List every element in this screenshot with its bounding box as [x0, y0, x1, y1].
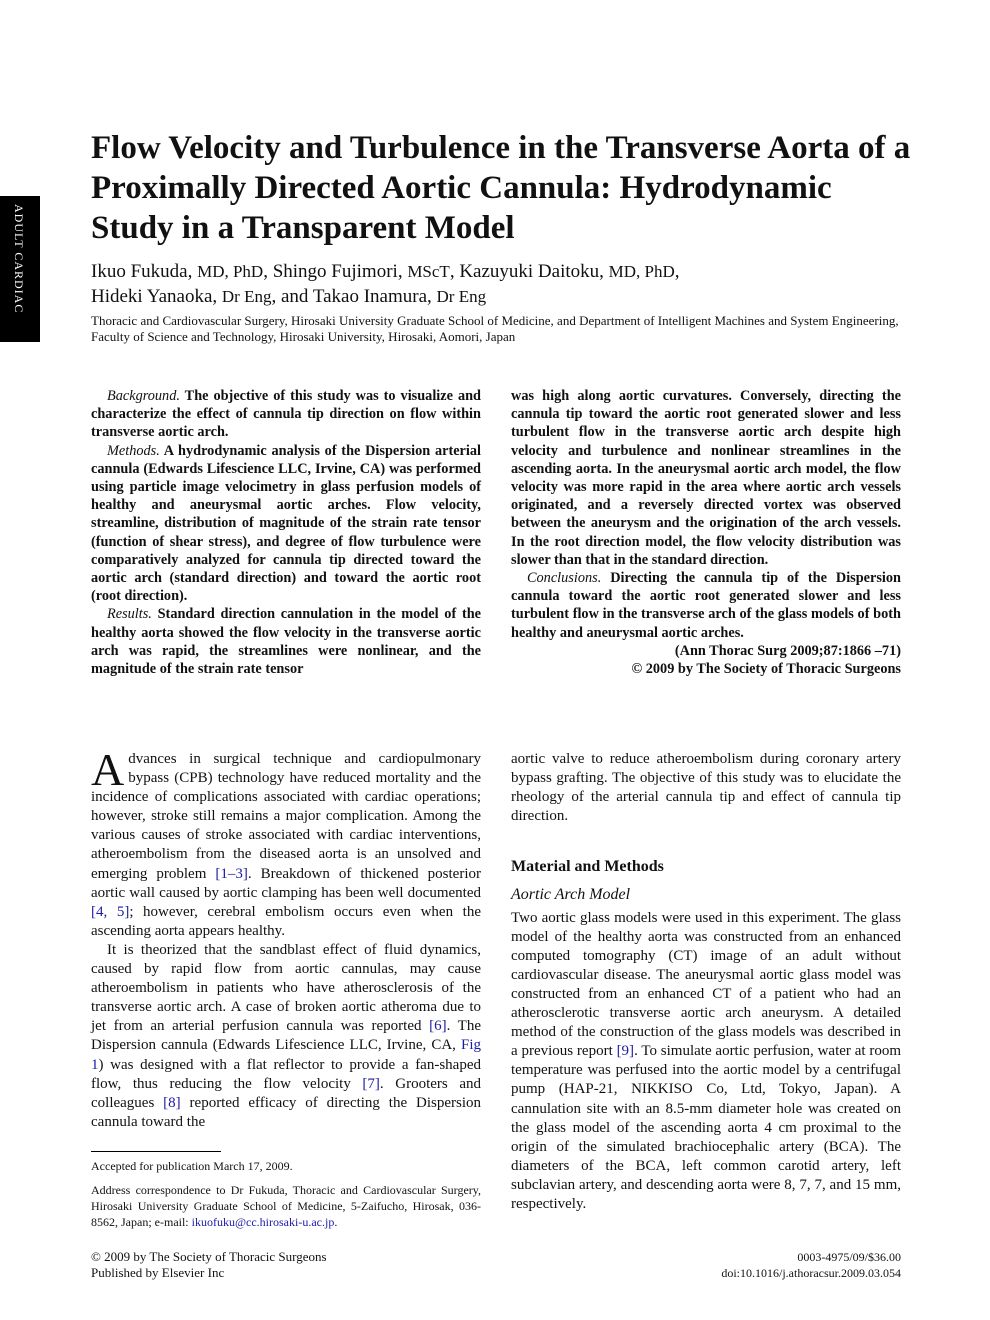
- abstract-right-column: [511, 387, 901, 678]
- correspondence-address: Address correspondence to Dr Fukuda, Thoracic and Cardiovascular Surgery, Hirosaki University Graduate School of Medicine, 5-Zaifucho, Hirosak, 036-8562, Japan; e-mail: ikuofuku@cc.hirosaki-u.ac.jp.: [91, 1183, 481, 1229]
- author-name: Hideki Yanaoka: [91, 286, 213, 307]
- abstract-results-continued: was high along aortic curvatures. Conversely, directing the cannula tip toward the aortic root generated slower and less turbulent flow in the transverse aortic arch despite high velocity and turbulence and nonlinear streamlines in the ascending aorta. In the aneurysmal aortic arch model, the flow velocity was more rapid in the area where aortic arch vessels originated, and a reversely directed vortex was observed between the aneurysm and the origination of the arch vessels. In the root direction model, the flow velocity distribution was slower than that in the standard direction.: [511, 388, 901, 568]
- section-side-tab: [0, 196, 40, 342]
- article-title: Flow Velocity and Turbulence in the Transverse Aorta of a Proximally Directed Aortic Cannula: Hydrodynamic Study in a Transparent Model: [91, 130, 911, 246]
- author-degree: MD, PhD: [608, 262, 675, 281]
- reference-link[interactable]: [1–3]: [215, 865, 248, 882]
- abstract-results: Results. Standard direction cannulation in the model of the healthy aorta showed the flow velocity in the transverse aortic arch was rapid, the streamlines were nonlinear, and the magnitude of the strain rate tensor: [91, 606, 482, 678]
- footer-doi: doi:10.1016/j.athoracsur.2009.03.054: [721, 1266, 901, 1280]
- journal-citation: (Ann Thorac Surg 2009;87:1866 –71): [674, 642, 901, 659]
- abstract-methods: Methods. A hydrodynamic analysis of the Dispersion arterial cannula (Edwards Lifescience LLC, Irvine, CA) was performed using particle image velocimetry in glass perfusion models of healthy and aneurysmal aortic arches. Flow velocity, streamline, distribution of magnitude of the strain rate tensor (function of shear stress), and degree of flow turbulence were comparatively analyzed for cannula tip directed toward the aortic arch (standard direction) and toward the aortic root (root direction).: [91, 442, 481, 605]
- drop-cap: A: [91, 744, 125, 795]
- email-link[interactable]: ikuofuku@cc.hirosaki-u.ac.jp: [191, 1215, 335, 1229]
- footer-issn: 0003-4975/09/$36.00: [797, 1250, 901, 1264]
- reference-link[interactable]: [4, 5]: [91, 903, 130, 920]
- intro-paragraph-continued: aortic valve to reduce atheroembolism during coronary artery bypass grafting. The objective of this study was to elucidate the rheology of the arterial cannula tip and effect of cannula tip direction.: [511, 751, 901, 825]
- subsection-heading: Aortic Arch Model: [511, 886, 631, 904]
- footer-right: [600, 1249, 901, 1281]
- accepted-date: Accepted for publication March 17, 2009.: [91, 1159, 293, 1173]
- reference-link[interactable]: [8]: [163, 1094, 181, 1111]
- footer-publisher: Published by Elsevier Inc: [91, 1265, 225, 1280]
- reference-link[interactable]: [6]: [429, 1018, 447, 1035]
- author-degree: MScT: [407, 262, 450, 281]
- author-name: Kazuyuki Daitoku: [459, 261, 600, 282]
- figure-link[interactable]: Fig 1: [91, 1037, 481, 1073]
- affiliation: Thoracic and Cardiovascular Surgery, Hirosaki University Graduate School of Medicine, and Department of Intelligent Machines and System Engineering, Faculty of Science and Technology, Hirosaki University, Hirosaki, Aomori, Japan: [91, 313, 899, 344]
- section-heading: Material and Methods: [511, 858, 664, 876]
- author-name: Shingo Fujimori: [272, 261, 398, 282]
- abstract-copyright: © 2009 by The Society of Thoracic Surgeons: [631, 661, 901, 678]
- reference-link[interactable]: [7]: [362, 1075, 380, 1092]
- author-degree: Dr Eng: [221, 287, 272, 306]
- body-left-column: [91, 744, 481, 1132]
- body-right-column: [511, 750, 901, 1214]
- abstract-left-column: [91, 387, 481, 678]
- abstract-background: Background. The objective of this study was to visualize and characterize the effect of cannula tip direction on flow within transverse aortic arch.: [91, 388, 481, 441]
- intro-paragraph-2: It is theorized that the sandblast effect of fluid dynamics, caused by rapid flow from aortic cannulas, may cause atheroembolism in patients who have atherosclerosis of the transverse aortic arch. A case of broken aortic atheroma due to jet from an arterial perfusion cannula was reported [6]. The Dispersion cannula (Edwards Lifescience LLC, Irvine, CA, Fig 1) was designed with a flat reflector to provide a fan-shaped flow, thus reducing the flow velocity [7]. Grooters and colleagues [8] reported efficacy of directing the Dispersion cannula toward the: [91, 941, 481, 1130]
- footnotes: [91, 1158, 481, 1238]
- author-degree: MD, PhD: [197, 262, 264, 281]
- footer-left: [91, 1249, 327, 1281]
- footnote-divider: [91, 1151, 221, 1152]
- side-tab-label: ADULT CARDIAC: [12, 204, 26, 314]
- intro-paragraph-1: Advances in surgical technique and cardiopulmonary bypass (CPB) technology have reduced mortality and the incidence of complications associated with cardiac operations; however, stroke still remains a major complication. Among the various causes of stroke associated with cardiac interventions, atheroembolism from the diseased aorta is an unsolved and emerging problem [1–3]. Breakdown of thickened posterior aortic wall caused by aortic clamping has been well documented [4, 5]; however, cerebral embolism occurs even when the ascending aorta appears healthy.: [91, 744, 481, 939]
- footer-copyright: © 2009 by The Society of Thoracic Surgeons: [91, 1249, 327, 1264]
- abstract-conclusions: Conclusions. Directing the cannula tip of the Dispersion cannula toward the aortic root generated slower and less turbulent flow in the transverse arch of the glass models of both healthy and aneurysmal aortic arches.: [511, 570, 902, 641]
- author-name: Takao Inamura: [312, 286, 428, 307]
- reference-link[interactable]: [9]: [616, 1043, 635, 1060]
- methods-paragraph: Two aortic glass models were used in this experiment. The glass model of the healthy aorta was constructed from an enhanced computed tomography (CT) image of an adult without cardiovascular disease. The aneurysmal aortic glass model was constructed from an enhanced CT of a patient who had an atherosclerotic transverse aortic arch aneurysm. A detailed method of the construction of the glass models was described in a previous report [9]. To simulate aortic perfusion, water at room temperature was perfused into the aortic model by a centrifugal pump (HAP-21, NIKKISO Co, Ltd, Tokyo, Japan). A cannulation site with an 8.5-mm diameter hole was created on the glass model of the ascending aorta 4 cm proximal to the origin of the simulated brachiocephalic artery (BCA). The diameters of the BCA, left common carotid artery, left subclavian artery, and descending aorta were 8, 7, 7, and 15 mm, respectively.: [511, 909, 901, 1212]
- author-name: Ikuo Fukuda: [91, 261, 188, 282]
- author-list: Ikuo Fukuda, MD, PhD, Shingo Fujimori, MScT, Kazuyuki Daitoku, MD, PhD, Hideki Yanaoka, Dr Eng, and Takao Inamura, Dr Eng: [91, 261, 680, 307]
- author-degree: Dr Eng: [436, 287, 487, 306]
